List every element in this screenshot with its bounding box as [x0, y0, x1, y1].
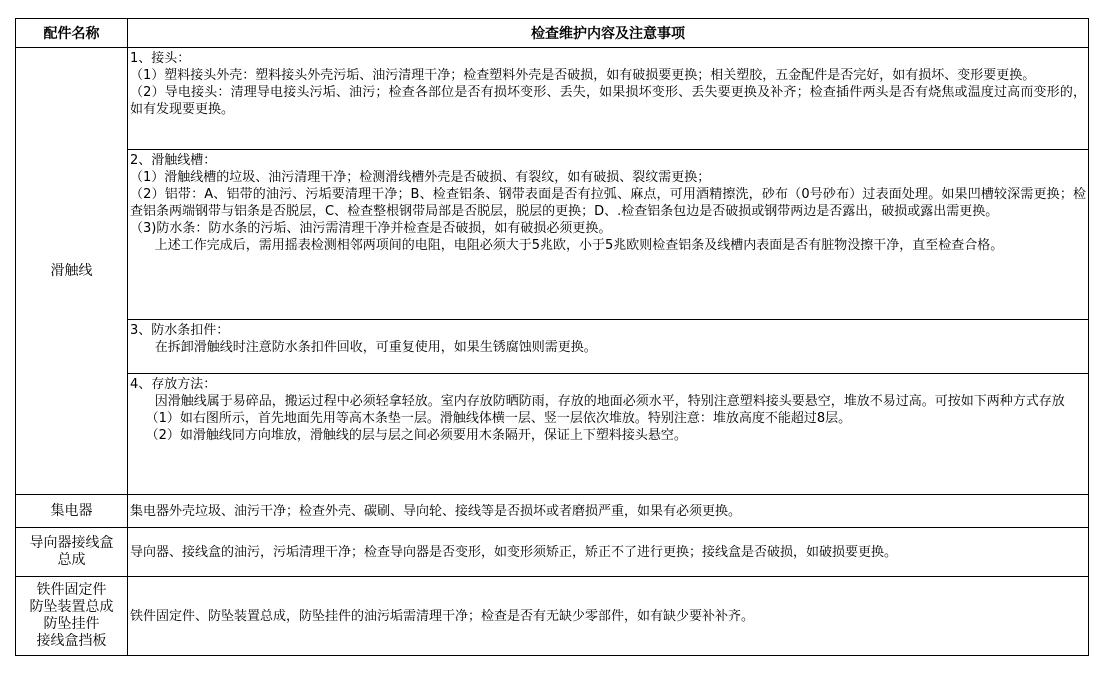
part-name-fixture: [16, 577, 128, 656]
part-name-line: 总成: [57, 552, 86, 568]
table-row: [16, 150, 1089, 320]
part-name-collector: 集电器: [16, 495, 128, 528]
maintenance-table: [15, 18, 1089, 656]
part-name-line: 铁件固定件: [36, 582, 107, 598]
text-line: （2）如滑触线同方向堆放，滑触线的层与层之间必须要用木条隔开，保证上下塑料接头悬空。: [145, 428, 687, 443]
table-row: [16, 577, 1089, 656]
text-line: （2）铝带：A、铝带的油污、污垢要清理干净；B、检查铝条、钢带表面是否有拉弧、麻点，可用酒精擦洗，砂布（0号砂布）过表面处理。如果凹槽较深需更换；检查铝条两端钢带与铝条是否脱层，C、检查整根钢带局部是否脱层，脱层的更换；D、.检查铝条包边是否破损或钢带两边是否露出，破损或露出需更换。: [130, 187, 1086, 219]
section-clip: [128, 320, 1089, 374]
text-line: （3)防水条：防水条的污垢、油污需清理干净并检查是否破损，如有破损必须更换。: [130, 221, 612, 236]
part-name-line: 防坠挂件: [43, 616, 100, 632]
section-storage: [128, 374, 1089, 495]
text-line: （1）滑触线槽的垃圾、油污清理干净；检测滑线槽外壳是否破损、有裂纹，如有破损、裂纹需更换；: [130, 170, 711, 185]
table-row: [16, 495, 1089, 528]
section-trough: [128, 150, 1089, 320]
text-line: 因滑触线属于易碎品，搬运过程中必须轻拿轻放。室内存放防晒防雨，存放的地面必须水平，特别注意塑料接头要悬空，堆放不易过高。可按如下两种方式存放: [154, 394, 1065, 409]
section-title: 3、防水条扣件：: [130, 323, 230, 338]
content-collector: 集电器外壳垃圾、油污干净；检查外壳、碳刷、导向轮、接线等是否损坏或者磨损严重，如果有必须更换。: [128, 495, 1089, 528]
part-name-slide-line: 滑触线: [16, 48, 128, 495]
part-name-line: 防坠装置总成: [29, 599, 114, 615]
section-title: 1、接头：: [130, 51, 191, 66]
header-inspection-content: 检查维护内容及注意事项: [128, 19, 1089, 48]
header-row: [16, 19, 1089, 48]
header-part-name: 配件名称: [16, 19, 128, 48]
text-line: （1）如右图所示，首先地面先用等高木条垫一层。滑触线体横一层、竖一层依次堆放。特别注意：堆放高度不能超过8层。: [145, 411, 852, 426]
section-title: 2、滑触线槽：: [130, 153, 217, 168]
table-row: [16, 374, 1089, 495]
text-line: （1）塑料接头外壳：塑料接头外壳污垢、油污清理干净；检查塑料外壳是否破损，如有破损要更换；相关塑胶，五金配件是否完好，如有损坏、变形要更换。: [130, 68, 1036, 83]
table-row: [16, 528, 1089, 577]
text-line: （2）导电接头：清理导电接头污垢、油污；检查各部位是否有损坏变形、丢失，如果损坏变形、丢失要更换及补齐；检查插件两头是否有烧焦或温度过高而变形的，如有发现要更换。: [130, 85, 1086, 117]
content-fixture: 铁件固定件、防坠装置总成，防坠挂件的油污垢需清理干净；检查是否有无缺少零部件，如有缺少要补补齐。: [128, 577, 1089, 656]
part-name-line: 导向器接线盒: [29, 535, 114, 551]
section-title: 4、存放方法：: [130, 377, 217, 392]
text-line: 在拆卸滑触线时注意防水条扣件回收，可重复使用，如果生锈腐蚀则需更换。: [154, 340, 597, 355]
table-row: [16, 320, 1089, 374]
part-name-guide: [16, 528, 128, 577]
content-guide: 导向器、接线盒的油污，污垢清理干净；检查导向器是否变形，如变形须矫正，矫正不了进行更换；接线盒是否破损，如破损要更换。: [128, 528, 1089, 577]
part-name-line: 接线盒挡板: [36, 633, 107, 649]
section-joint: [128, 48, 1089, 150]
table-row: [16, 48, 1089, 150]
text-line: 上述工作完成后，需用摇表检测相邻两项间的电阻，电阻必须大于5兆欧，小于5兆欧则检查铝条及线槽内表面是否有脏物没擦干净，直至检查合格。: [154, 238, 1004, 253]
